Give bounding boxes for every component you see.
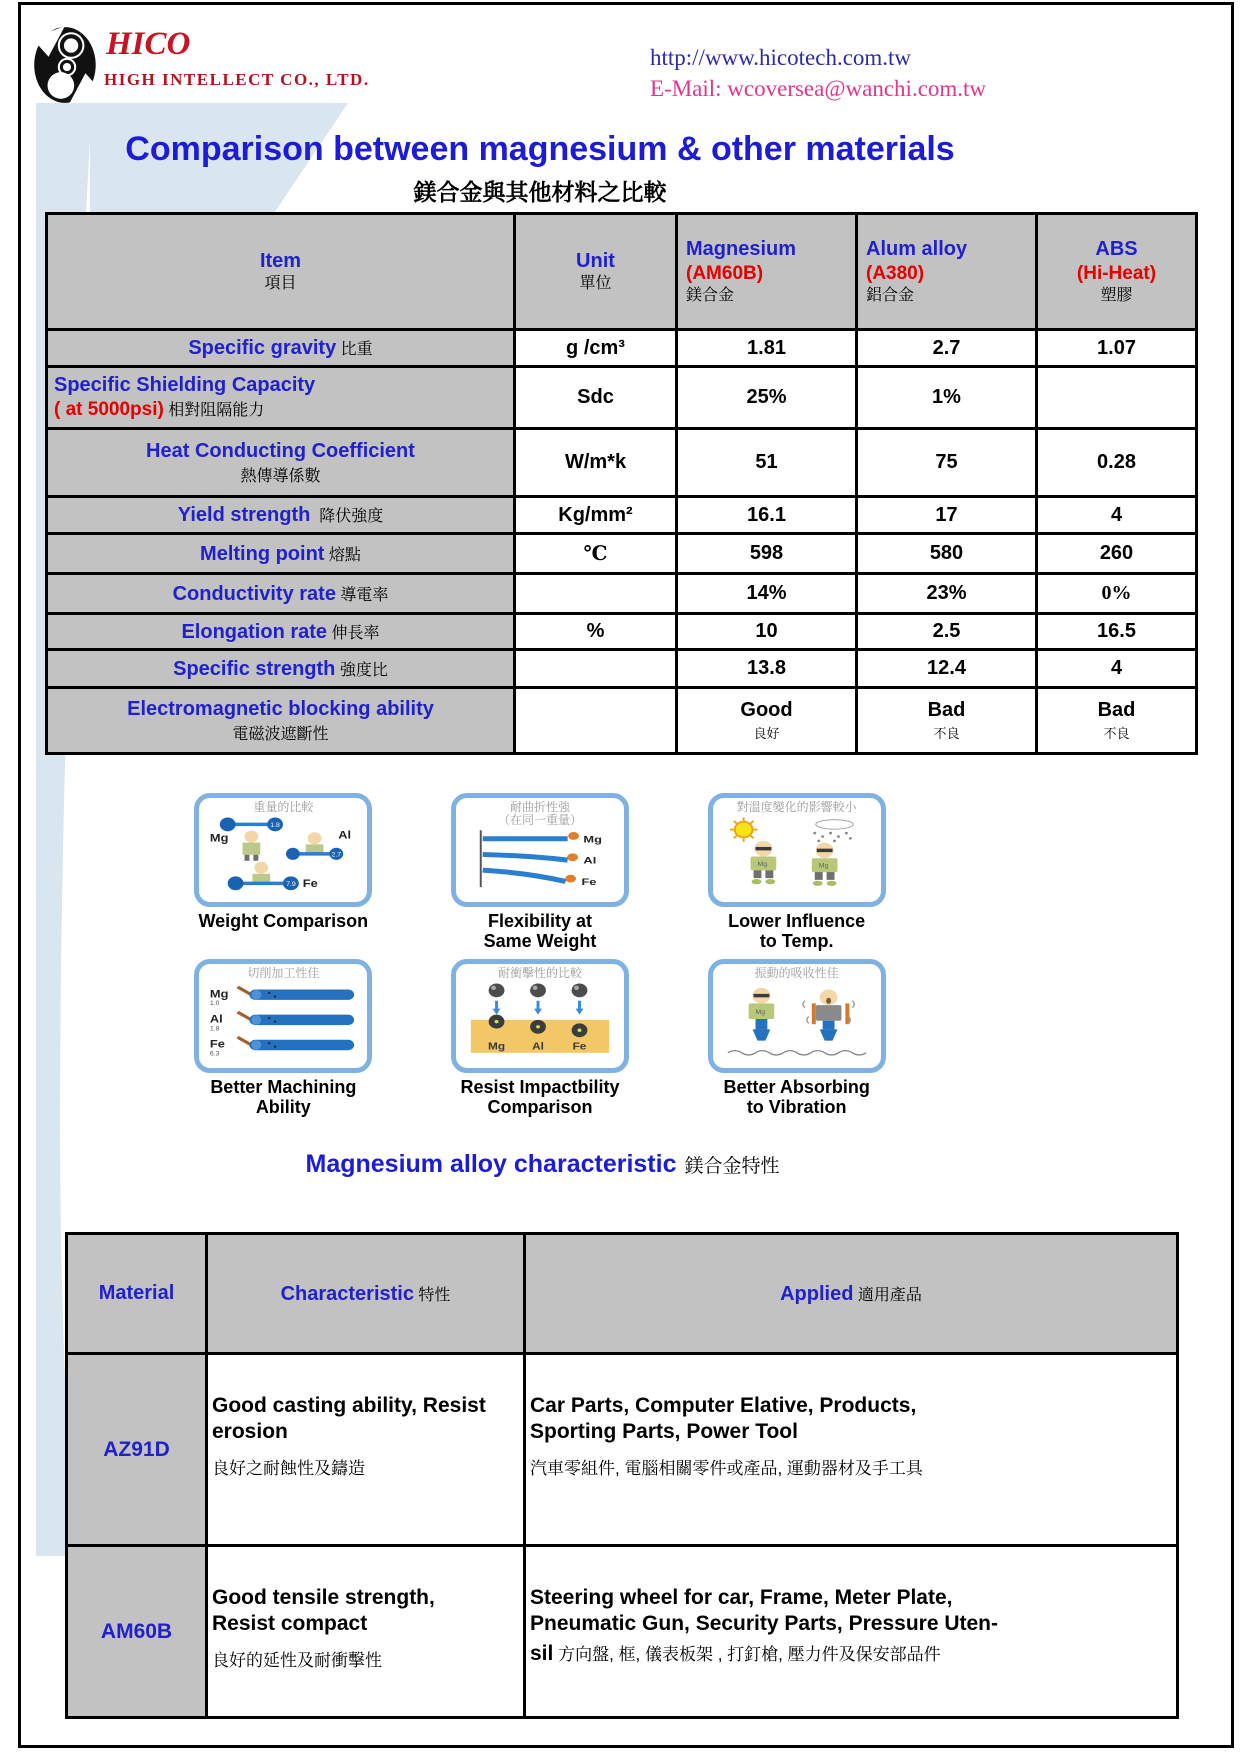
svg-text:Mg: Mg (210, 986, 229, 1001)
row-shielding-capacity: Specific Shielding Capacity ( at 5000psi) 相對阻隔能力 Sdc 25% 1% (47, 367, 1197, 429)
svg-text:1.8: 1.8 (270, 821, 281, 829)
svg-text:Mg: Mg (757, 860, 767, 868)
svg-text:Mg: Mg (583, 835, 602, 846)
weight-comparison-illustration (204, 814, 362, 892)
panel-impact: 耐衝擊性的比較 Mg Al Fe Resist Impactbility Comparison (440, 959, 640, 1117)
comparison-header-row (47, 214, 1197, 330)
panel-caption: Weight Comparison (198, 911, 369, 931)
svg-text:Al: Al (532, 1040, 544, 1053)
machining-illustration (204, 980, 362, 1058)
impact-illustration (461, 980, 619, 1058)
svg-text:1.0: 1.0 (210, 1000, 220, 1007)
row-heat-conducting: Heat Conducting Coefficient 熱傳導係數 W/m*k 51 75 0.28 (47, 429, 1197, 497)
material-name: AM60B (67, 1546, 207, 1718)
svg-text:Fe: Fe (303, 876, 319, 890)
applied-cell: Steering wheel for car, Frame, Meter Plate, Pneumatic Gun, Security Parts, Pressure Uten- sil 方向盤, 框, 儀表板架 , 打釘槍, 壓力件及保安部品件 (525, 1546, 1178, 1718)
col-header-abs: ABS (Hi-Heat) 塑膠 (1037, 214, 1197, 330)
svg-text:Mg: Mg (755, 1009, 765, 1016)
svg-text:Al: Al (210, 1012, 224, 1026)
page-title-chinese: 鎂合金與其他材料之比較 (413, 180, 667, 206)
website-url: http://www.hicotech.com.tw (650, 45, 912, 70)
panel-caption: Resist Impactbility Comparison (460, 1077, 620, 1118)
svg-text:Mg: Mg (487, 1040, 506, 1053)
svg-text:Al: Al (583, 856, 597, 867)
panel-flexibility: 耐曲折性強 （在同一重量） Mg Al Fe Flexibility at Same Weight (440, 793, 640, 951)
panel-caption: Better Absorbing to Vibration (723, 1077, 870, 1118)
page-title: Comparison between magnesium & other materials (125, 130, 955, 168)
characteristic-table (65, 1232, 1179, 1719)
col-header-applied: Applied 適用產品 (525, 1234, 1178, 1354)
brand-name: HICO (106, 26, 191, 62)
temperature-illustration (718, 814, 876, 892)
characteristic-header-row (67, 1234, 1178, 1354)
svg-text:7.9: 7.9 (286, 880, 297, 888)
svg-text:Al: Al (338, 827, 352, 841)
svg-text:Fe: Fe (210, 1037, 226, 1051)
vibration-illustration (718, 980, 876, 1058)
characteristic-cell: Good tensile strength, Resist compact 良好的延性及耐衝擊性 (207, 1546, 525, 1718)
row-electromagnetic-blocking: Electromagnetic blocking ability 電磁波遮斷性 Good 良好 Bad 不良 Bad 不良 (47, 688, 1197, 754)
svg-text:6.3: 6.3 (210, 1050, 220, 1058)
panel-caption: Flexibility at Same Weight (483, 911, 597, 952)
panel-temperature: 對溫度變化的影響較小 Mg Mg Lower Influence to Temp. (697, 793, 897, 951)
col-header-characteristic: Characteristic 特性 (207, 1234, 525, 1354)
svg-text:Mg: Mg (818, 862, 828, 870)
comparison-table (45, 212, 1198, 755)
row-melting-point: Melting point 熔點 ℃ 598 580 260 (47, 534, 1197, 574)
characteristic-heading: Magnesium alloy characteristic 鎂合金特性 (305, 1150, 780, 1178)
col-header-unit: Unit 單位 (515, 214, 677, 330)
row-conductivity-rate: Conductivity rate 導電率 14% 23% 0% (47, 574, 1197, 614)
col-header-alum-alloy: Alum alloy (A380) 鋁合金 (857, 214, 1037, 330)
row-specific-strength: Specific strength 強度比 13.8 12.4 4 (47, 650, 1197, 688)
row-elongation-rate: Elongation rate 伸長率 % 10 2.5 16.5 (47, 614, 1197, 650)
row-am60b (67, 1546, 1178, 1718)
panel-title-zh: 重量的比較 (253, 800, 314, 814)
panel-caption: Better Machining Ability (210, 1077, 357, 1118)
email-address: E-Mail: wcoversea@wanchi.com.tw (650, 76, 987, 101)
svg-text:Mg: Mg (210, 831, 229, 845)
hico-logo (30, 24, 104, 106)
applied-cell: Car Parts, Computer Elative, Products, Sporting Parts, Power Tool 汽車零組件, 電腦相關零件或產品, 運動器材及手工具 (525, 1354, 1178, 1546)
panel-machining: 切削加工性佳 Mg 1.0 Al 1.8 Fe 6.3 Better Machining Ability (183, 959, 383, 1117)
brand-company: HIGH INTELLECT CO., LTD. (104, 70, 370, 89)
svg-text:2.7: 2.7 (331, 851, 342, 858)
row-specific-gravity: Specific gravity 比重 g /cm³ 1.81 2.7 1.07 (47, 330, 1197, 367)
col-header-magnesium: Magnesium (AM60B) 鎂合金 (677, 214, 857, 330)
feature-panels (178, 793, 902, 1118)
row-yield-strength: Yield strength 降伏強度 Kg/mm² 16.1 17 4 (47, 497, 1197, 534)
svg-text:1.8: 1.8 (210, 1025, 220, 1033)
panel-vibration: 振動的吸收性佳 Mg Better Absorbing to Vibration (697, 959, 897, 1117)
svg-text:Fe: Fe (581, 877, 597, 888)
contact-block (650, 42, 986, 104)
row-az91d (67, 1354, 1178, 1546)
flexibility-illustration (461, 826, 619, 890)
svg-text:Fe: Fe (572, 1040, 587, 1053)
col-header-material: Material (67, 1234, 207, 1354)
panel-caption: Lower Influence to Temp. (728, 911, 866, 952)
page-title-block (40, 131, 1040, 207)
material-name: AZ91D (67, 1354, 207, 1546)
panel-weight-comparison (183, 793, 383, 951)
col-header-item: Item 項目 (47, 214, 515, 330)
characteristic-cell: Good casting ability, Resist erosion 良好之耐蝕性及鑄造 (207, 1354, 525, 1546)
